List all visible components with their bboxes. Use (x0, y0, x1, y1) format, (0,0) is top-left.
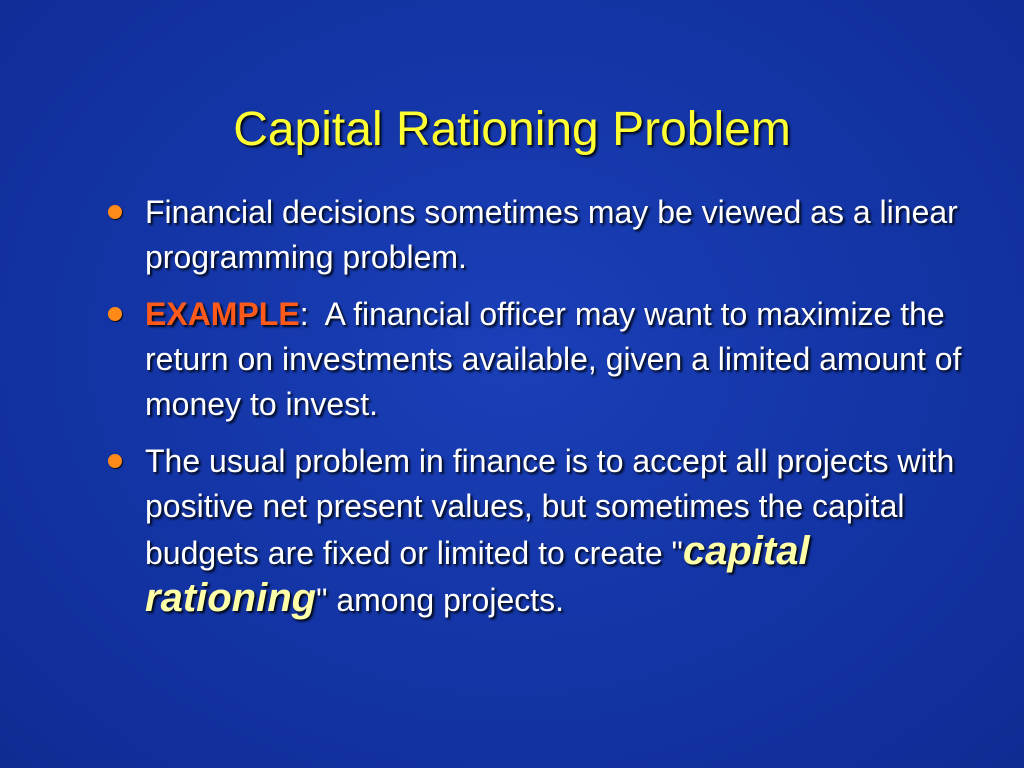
bullet-marker-icon (108, 454, 122, 468)
bullet-text-after: " among projects. (316, 582, 565, 618)
slide-title: Capital Rationing Problem (233, 103, 791, 156)
example-separator: : (299, 296, 309, 332)
emphasis-term: capital rationing (145, 529, 810, 620)
bullet-item-3 (104, 439, 964, 623)
bullet-marker-icon (108, 307, 122, 321)
example-label: EXAMPLE (145, 296, 300, 332)
bullet-item-2 (104, 292, 971, 427)
bullet-text: A financial officer may want to maximize the return on investments available, given a limited amount of money to invest. (145, 296, 971, 422)
bullet-marker-icon (108, 205, 122, 219)
bullet-item-1 (104, 190, 964, 280)
bullet-text: Financial decisions sometimes may be viewed as a linear programming problem. (145, 194, 958, 275)
bullet-text-before: The usual problem in finance is to accept all projects with positive net present values, but sometimes the capital budgets are fixed or limited to create " (145, 443, 955, 571)
bullet-list (104, 190, 971, 635)
